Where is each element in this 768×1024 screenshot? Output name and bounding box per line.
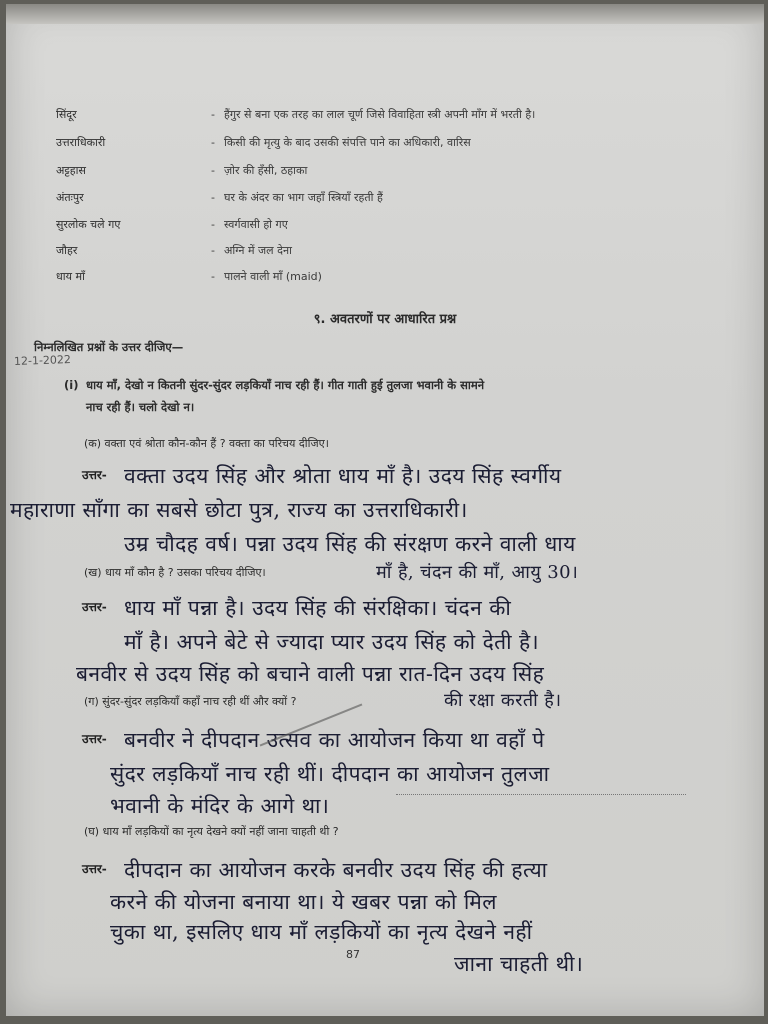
glossary-term: उत्तराधिकारी <box>56 136 106 149</box>
answer-line: धाय माँ पन्ना है। उदय सिंह की संरक्षिका। चंदन की <box>124 596 512 620</box>
page-top-edge <box>6 4 764 24</box>
answer-label: उत्तर- <box>82 732 107 746</box>
glossary-term: जौहर <box>56 244 78 257</box>
glossary-term: धाय माँ <box>56 270 85 283</box>
question-gha: (घ) धाय माँ लड़कियों का नृत्य देखने क्यों नहीं जाना चाहती थी ? <box>84 825 339 838</box>
glossary-definition: घर के अंदर का भाग जहाँ स्त्रियाँ रहती हैं <box>224 191 383 204</box>
dotted-line <box>396 794 686 795</box>
answer-line: करने की योजना बनाया था। ये खबर पन्ना को मिल <box>110 890 497 914</box>
glossary-definition: अग्नि में जल देना <box>224 244 292 257</box>
glossary-dash: - <box>211 244 215 257</box>
answer-line: चुका था, इसलिए धाय माँ लड़कियों का नृत्य देखने नहीं <box>110 920 533 944</box>
answer-line: बनवीर से उदय सिंह को बचाने वाली पन्ना रात-दिन उदय सिंह <box>76 662 545 686</box>
glossary-dash: - <box>211 270 215 283</box>
glossary-term: सिंदूर <box>56 108 77 121</box>
answer-line: माँ है, चंदन की माँ, आयु 30। <box>376 562 579 583</box>
answer-line: दीपदान का आयोजन करके बनवीर उदय सिंह की हत्या <box>124 858 548 882</box>
glossary-definition: हैंगुर से बना एक तरह का लाल चूर्ण जिसे विवाहिता स्त्री अपनी माँग में भरती है। <box>224 108 536 121</box>
glossary-definition: पालने वाली माँ (maid) <box>224 270 322 283</box>
notebook-page <box>6 4 764 1016</box>
answer-line: महाराणा साँगा का सबसे छोटा पुत्र, राज्य का उत्तराधिकारी। <box>10 498 468 522</box>
answer-line: सुंदर लड़कियाँ नाच रही थीं। दीपदान का आयोजन तुलजा <box>110 762 550 786</box>
question-ka: (क) वक्ता एवं श्रोता कौन-कौन हैं ? वक्ता का परिचय दीजिए। <box>84 437 329 450</box>
page-number: 87 <box>346 948 360 961</box>
answer-line: जाना चाहती थी। <box>454 952 584 976</box>
glossary-dash: - <box>211 164 215 177</box>
section-heading: ९. अवतरणों पर आधारित प्रश्न <box>313 312 457 327</box>
glossary-definition: किसी की मृत्यु के बाद उसकी संपत्ति पाने का अधिकारी, वारिस <box>224 136 471 149</box>
glossary-definition: ज़ोर की हँसी, ठहाका <box>224 164 308 177</box>
answer-line: भवानी के मंदिर के आगे था। <box>110 794 330 818</box>
answer-line: की रक्षा करती है। <box>444 690 562 711</box>
answer-line: बनवीर ने दीपदान उत्सव का आयोजन किया था वहाँ पे <box>124 728 545 752</box>
glossary-term: सुरलोक चले गए <box>56 218 121 231</box>
answer-label: उत्तर- <box>82 600 107 614</box>
question-kha: (ख) धाय माँ कौन है ? उसका परिचय दीजिए। <box>84 566 266 579</box>
answer-label: उत्तर- <box>82 862 107 876</box>
question-ga: (ग) सुंदर-सुंदर लड़कियाँ कहाँ नाच रही थीं और क्यों ? <box>84 695 297 708</box>
answer-line: वक्ता उदय सिंह और श्रोता धाय माँ है। उदय सिंह स्वर्गीय <box>124 464 562 488</box>
glossary-term: अट्टहास <box>56 164 86 177</box>
glossary-dash: - <box>211 136 215 149</box>
glossary-dash: - <box>211 108 215 121</box>
answer-line: माँ है। अपने बेटे से ज्यादा प्यार उदय सिंह को देती है। <box>124 630 539 654</box>
glossary-term: अंतःपुर <box>56 191 84 204</box>
answer-line: उम्र चौदह वर्ष। पन्ना उदय सिंह की संरक्षण करने वाली धाय <box>124 532 576 556</box>
handwritten-date: 12-1-2022 <box>13 353 72 368</box>
instruction-text: निम्नलिखित प्रश्नों के उत्तर दीजिए— <box>34 340 184 354</box>
glossary-definition: स्वर्गवासी हो गए <box>224 218 288 231</box>
passage-line: नाच रही हैं। चलो देखो न। <box>86 400 195 414</box>
passage-line: धाय माँ, देखो न कितनी सुंदर-सुंदर लड़कियाँ नाच रही हैं। गीत गाती हुई तुलजा भवानी के सामने <box>86 378 485 392</box>
glossary-dash: - <box>211 191 215 204</box>
glossary-dash: - <box>211 218 215 231</box>
passage-label: (i) <box>64 378 79 392</box>
answer-label: उत्तर- <box>82 468 107 482</box>
